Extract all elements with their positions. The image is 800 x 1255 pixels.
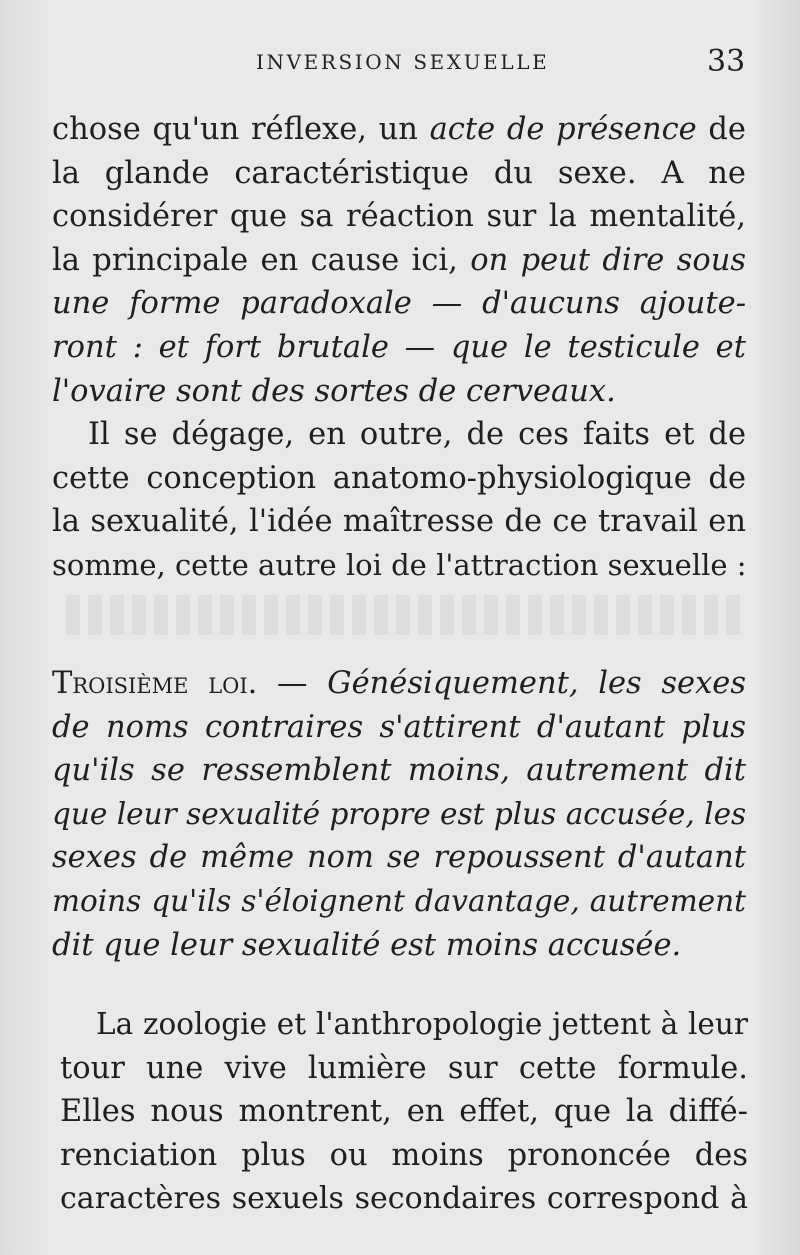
page-header	[0, 44, 800, 84]
third-law	[52, 662, 746, 967]
paragraph-2	[52, 413, 746, 587]
text-line: la sexualité, l'idée maîtresse de ce travail en	[52, 504, 746, 540]
law-label: Troisième loi.	[52, 666, 258, 701]
running-title: INVERSION SEXUELLE	[256, 50, 550, 74]
paragraph-1	[52, 108, 746, 413]
text-line-italic: l'ovaire sont des sortes de cerveaux.	[52, 373, 616, 409]
text-line-italic: que leur sexualité propre est plus accusée, les	[52, 796, 747, 831]
text-line-italic: moins qu'ils s'éloignent davantage, autrement	[52, 883, 746, 918]
italic-phrase: on peut dire sous	[470, 242, 746, 278]
text-line: cette conception anatomo-physiologique de	[52, 460, 746, 496]
text-line: considérer que sa réaction sur la mentalité,	[52, 199, 746, 235]
text-line: la glande caractéristique du sexe. A ne	[52, 155, 746, 191]
text-line: La zoologie et l'anthropologie jettent à leur	[96, 1007, 748, 1041]
text-line: Il se dégage, en outre, de ces faits et de	[88, 417, 746, 452]
text-line: la principale en cause ici, on peut dire sous	[52, 242, 746, 278]
page-number: 33	[707, 44, 746, 79]
italic-phrase: acte de présence	[429, 112, 697, 147]
text-line: chose qu'un réflexe, un acte de présence de	[52, 112, 746, 147]
text-line: Elles nous montrent, en effet, que la diffé-	[60, 1094, 748, 1130]
text-line: caractères sexuels secondaires correspond à	[60, 1181, 748, 1217]
text-line-italic: ront : et fort brutale — que le testicule et	[52, 329, 746, 365]
text-line-italic: une forme paradoxale — d'aucuns ajoute-	[52, 286, 746, 322]
show-through-texture	[66, 595, 746, 635]
text-line: renciation plus ou moins prononcée des	[60, 1137, 748, 1173]
text-line-italic: qu'ils se ressemblent moins, autrement dit	[52, 753, 746, 789]
text-line-italic: de noms contraires s'attirent d'autant plus	[52, 709, 746, 745]
paragraph-3	[60, 1003, 748, 1221]
text-line: tour une vive lumière sur cette formule.	[60, 1050, 748, 1086]
text-line-italic: dit que leur sexualité est moins accusée.	[52, 927, 682, 963]
text-line-italic: sexes de même nom se repoussent d'autant	[52, 840, 746, 876]
text-line: Troisième loi. — Génésiquement, les sexes	[52, 666, 746, 701]
text-line: somme, cette autre loi de l'attraction sexuelle :	[52, 547, 747, 582]
